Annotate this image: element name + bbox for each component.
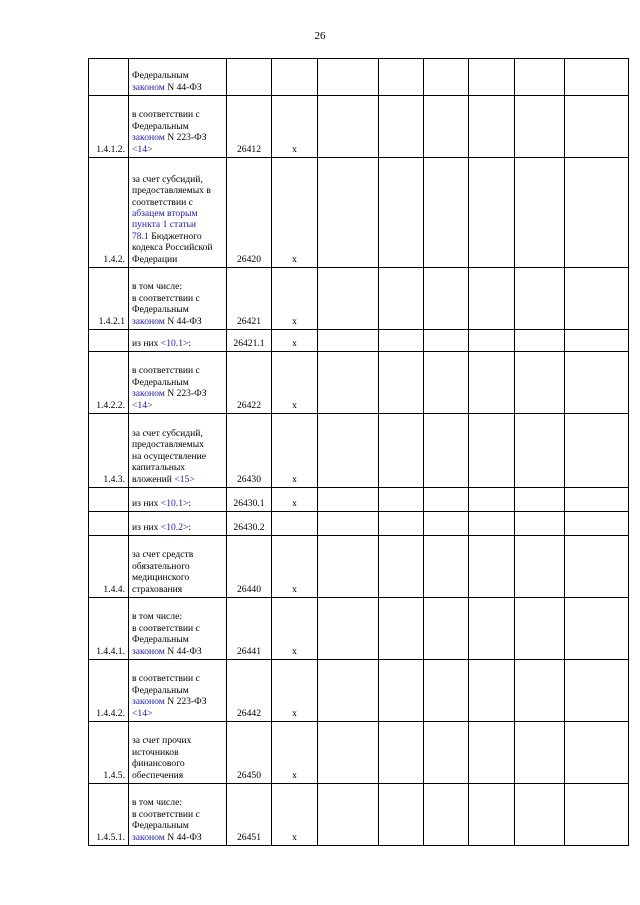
row-description xyxy=(129,96,227,158)
empty-cell xyxy=(469,598,515,660)
empty-cell xyxy=(318,488,379,512)
empty-cell xyxy=(318,660,379,722)
empty-cell xyxy=(379,660,424,722)
empty-cell xyxy=(379,488,424,512)
empty-cell xyxy=(379,784,424,846)
empty-cell xyxy=(424,784,469,846)
empty-cell xyxy=(379,598,424,660)
table-row xyxy=(89,512,629,536)
row-description xyxy=(129,598,227,660)
legal-reference-link[interactable]: законом xyxy=(132,132,165,144)
description-text: N 44-ФЗ xyxy=(164,81,202,93)
financial-table xyxy=(88,58,629,846)
empty-cell xyxy=(424,268,469,330)
row-code: 26412 xyxy=(227,96,272,158)
legal-reference-link[interactable]: <10.1> xyxy=(160,337,189,349)
empty-cell xyxy=(469,660,515,722)
row-number: 1.4.1.2. xyxy=(89,96,129,158)
legal-reference-link[interactable]: абзацем вторым xyxy=(132,207,198,219)
empty-cell xyxy=(318,784,379,846)
row-number: 1.4.4.1. xyxy=(89,598,129,660)
description-text: страхования xyxy=(132,583,183,595)
description-text: Федеральным xyxy=(132,684,189,696)
legal-reference-link[interactable]: законом xyxy=(132,831,165,843)
row-mark: x xyxy=(272,352,318,414)
legal-reference-link[interactable]: законом xyxy=(132,81,165,93)
description-text: N 44-ФЗ xyxy=(164,645,202,657)
description-text: из них xyxy=(132,337,161,349)
empty-cell xyxy=(515,598,565,660)
row-mark: x xyxy=(272,660,318,722)
empty-cell xyxy=(318,96,379,158)
description-text: в соответствии с xyxy=(132,808,200,820)
row-description xyxy=(129,268,227,330)
description-text: Федеральным xyxy=(132,634,189,646)
empty-cell xyxy=(515,488,565,512)
description-text: в том числе: xyxy=(132,797,183,809)
legal-reference-link[interactable]: <10.1> xyxy=(160,497,189,509)
empty-cell xyxy=(318,536,379,598)
legal-reference-link[interactable]: <14> xyxy=(132,707,153,719)
table-row xyxy=(89,488,629,512)
empty-cell xyxy=(515,158,565,268)
description-text: капитальных xyxy=(132,462,186,474)
empty-cell xyxy=(469,488,515,512)
row-mark: x xyxy=(272,330,318,352)
description-text: Бюджетного xyxy=(148,230,202,242)
empty-cell xyxy=(424,59,469,96)
description-text: в соответствии с xyxy=(132,622,200,634)
empty-cell xyxy=(565,268,629,330)
empty-cell xyxy=(565,330,629,352)
description-text: N 223-ФЗ xyxy=(164,696,207,708)
description-text: N 44-ФЗ xyxy=(164,831,202,843)
row-mark: x xyxy=(272,536,318,598)
row-description xyxy=(129,158,227,268)
empty-cell xyxy=(565,536,629,598)
table-row xyxy=(89,660,629,722)
legal-reference-link[interactable]: законом xyxy=(132,696,165,708)
legal-reference-link[interactable]: законом xyxy=(132,645,165,657)
table-body xyxy=(89,59,629,846)
description-text: вложений xyxy=(132,473,175,485)
empty-cell xyxy=(469,722,515,784)
row-code: 26420 xyxy=(227,158,272,268)
empty-cell xyxy=(565,59,629,96)
empty-cell xyxy=(318,512,379,536)
empty-cell xyxy=(424,536,469,598)
row-code: 26421.1 xyxy=(227,330,272,352)
table-row xyxy=(89,536,629,598)
description-text: N 223-ФЗ xyxy=(164,132,207,144)
description-text: Федеральным xyxy=(132,304,189,316)
row-mark: x xyxy=(272,784,318,846)
row-code: 26430.1 xyxy=(227,488,272,512)
row-code: 26422 xyxy=(227,352,272,414)
row-mark xyxy=(272,59,318,96)
row-code: 26421 xyxy=(227,268,272,330)
table-row xyxy=(89,598,629,660)
empty-cell xyxy=(318,59,379,96)
empty-cell xyxy=(469,512,515,536)
row-code: 26442 xyxy=(227,660,272,722)
row-number xyxy=(89,512,129,536)
description-text: Федеральным xyxy=(132,120,189,132)
description-text: в соответствии с xyxy=(132,365,200,377)
row-code: 26430 xyxy=(227,414,272,488)
empty-cell xyxy=(469,158,515,268)
row-number: 1.4.3. xyxy=(89,414,129,488)
description-text: N 44-ФЗ xyxy=(164,315,202,327)
row-description xyxy=(129,414,227,488)
description-text: за счет субсидий, xyxy=(132,427,203,439)
empty-cell xyxy=(565,488,629,512)
row-description xyxy=(129,722,227,784)
empty-cell xyxy=(318,352,379,414)
empty-cell xyxy=(515,352,565,414)
empty-cell xyxy=(424,330,469,352)
table-row xyxy=(89,96,629,158)
description-text: медицинского xyxy=(132,572,190,584)
empty-cell xyxy=(515,722,565,784)
empty-cell xyxy=(565,96,629,158)
row-code: 26441 xyxy=(227,598,272,660)
empty-cell xyxy=(318,598,379,660)
description-text: из них xyxy=(132,521,161,533)
legal-reference-link[interactable]: <15> xyxy=(174,473,195,485)
description-text: в том числе: xyxy=(132,611,183,623)
description-text: кодекса Российской xyxy=(132,242,213,254)
row-description xyxy=(129,330,227,352)
empty-cell xyxy=(379,158,424,268)
description-text: соответствии с xyxy=(132,196,193,208)
row-mark: x xyxy=(272,96,318,158)
description-text: за счет субсидий, xyxy=(132,173,203,185)
empty-cell xyxy=(469,784,515,846)
empty-cell xyxy=(565,352,629,414)
description-text: предоставляемых в xyxy=(132,185,211,197)
description-text: обеспечения xyxy=(132,769,184,781)
row-description xyxy=(129,488,227,512)
description-text: : xyxy=(188,497,192,509)
empty-cell xyxy=(318,330,379,352)
empty-cell xyxy=(424,660,469,722)
empty-cell xyxy=(424,158,469,268)
legal-reference-link[interactable]: 78.1 xyxy=(132,230,149,242)
description-text: Федерации xyxy=(132,253,178,265)
legal-reference-link[interactable]: <10.2> xyxy=(160,521,189,533)
empty-cell xyxy=(469,352,515,414)
empty-cell xyxy=(379,352,424,414)
empty-cell xyxy=(318,268,379,330)
empty-cell xyxy=(424,722,469,784)
empty-cell xyxy=(379,512,424,536)
row-description xyxy=(129,59,227,96)
legal-reference-link[interactable]: пункта 1 статьи xyxy=(132,219,197,231)
description-text: источников xyxy=(132,746,179,758)
legal-reference-link[interactable]: законом xyxy=(132,315,165,327)
description-text: финансового xyxy=(132,758,185,770)
table-row xyxy=(89,352,629,414)
row-number xyxy=(89,488,129,512)
row-description xyxy=(129,784,227,846)
empty-cell xyxy=(515,268,565,330)
empty-cell xyxy=(469,59,515,96)
empty-cell xyxy=(469,268,515,330)
row-mark xyxy=(272,512,318,536)
empty-cell xyxy=(515,512,565,536)
empty-cell xyxy=(379,722,424,784)
table-row xyxy=(89,784,629,846)
description-text: Федеральным xyxy=(132,820,189,832)
row-mark: x xyxy=(272,158,318,268)
row-mark: x xyxy=(272,722,318,784)
description-text: Федеральным xyxy=(132,70,189,82)
description-text: : xyxy=(188,521,192,533)
description-text: за счет средств xyxy=(132,549,194,561)
table-row xyxy=(89,414,629,488)
empty-cell xyxy=(424,598,469,660)
empty-cell xyxy=(469,330,515,352)
legal-reference-link[interactable]: законом xyxy=(132,388,165,400)
empty-cell xyxy=(515,96,565,158)
description-text: за счет прочих xyxy=(132,735,192,747)
empty-cell xyxy=(379,59,424,96)
empty-cell xyxy=(565,598,629,660)
empty-cell xyxy=(318,414,379,488)
row-description xyxy=(129,512,227,536)
empty-cell xyxy=(469,536,515,598)
empty-cell xyxy=(318,722,379,784)
empty-cell xyxy=(424,96,469,158)
description-text: обязательного xyxy=(132,560,190,572)
empty-cell xyxy=(565,158,629,268)
empty-cell xyxy=(379,268,424,330)
empty-cell xyxy=(515,414,565,488)
empty-cell xyxy=(515,660,565,722)
legal-reference-link[interactable]: <14> xyxy=(132,143,153,155)
row-code xyxy=(227,59,272,96)
row-code: 26450 xyxy=(227,722,272,784)
empty-cell xyxy=(379,96,424,158)
empty-cell xyxy=(424,512,469,536)
row-number xyxy=(89,330,129,352)
table-row xyxy=(89,59,629,96)
row-number: 1.4.2.1 xyxy=(89,268,129,330)
empty-cell xyxy=(565,660,629,722)
row-mark: x xyxy=(272,414,318,488)
description-text: в том числе: xyxy=(132,281,183,293)
empty-cell xyxy=(424,488,469,512)
empty-cell xyxy=(565,784,629,846)
empty-cell xyxy=(565,512,629,536)
table-row xyxy=(89,268,629,330)
table-row xyxy=(89,722,629,784)
empty-cell xyxy=(379,536,424,598)
description-text: N 223-ФЗ xyxy=(164,388,207,400)
empty-cell xyxy=(424,414,469,488)
table-row xyxy=(89,330,629,352)
row-number xyxy=(89,59,129,96)
row-code: 26430.2 xyxy=(227,512,272,536)
description-text: предоставляемых xyxy=(132,439,204,451)
row-description xyxy=(129,352,227,414)
empty-cell xyxy=(515,59,565,96)
empty-cell xyxy=(565,414,629,488)
row-number: 1.4.5. xyxy=(89,722,129,784)
empty-cell xyxy=(469,96,515,158)
row-mark: x xyxy=(272,598,318,660)
description-text: : xyxy=(188,337,192,349)
row-code: 26451 xyxy=(227,784,272,846)
row-description xyxy=(129,660,227,722)
description-text: Федеральным xyxy=(132,376,189,388)
row-mark: x xyxy=(272,488,318,512)
description-text: в соответствии с xyxy=(132,109,200,121)
row-number: 1.4.2.2. xyxy=(89,352,129,414)
row-number: 1.4.4.2. xyxy=(89,660,129,722)
description-text: в соответствии с xyxy=(132,292,200,304)
empty-cell xyxy=(565,722,629,784)
empty-cell xyxy=(515,330,565,352)
legal-reference-link[interactable]: <14> xyxy=(132,399,153,411)
description-text: в соответствии с xyxy=(132,673,200,685)
row-mark: x xyxy=(272,268,318,330)
description-text: из них xyxy=(132,497,161,509)
empty-cell xyxy=(515,784,565,846)
row-number: 1.4.5.1. xyxy=(89,784,129,846)
empty-cell xyxy=(469,414,515,488)
row-number: 1.4.4. xyxy=(89,536,129,598)
empty-cell xyxy=(424,352,469,414)
empty-cell xyxy=(379,414,424,488)
empty-cell xyxy=(379,330,424,352)
row-code: 26440 xyxy=(227,536,272,598)
empty-cell xyxy=(515,536,565,598)
table-row xyxy=(89,158,629,268)
row-number: 1.4.2. xyxy=(89,158,129,268)
row-description xyxy=(129,536,227,598)
empty-cell xyxy=(318,158,379,268)
page-number: 26 xyxy=(314,30,326,42)
description-text: на осуществление xyxy=(132,450,207,462)
